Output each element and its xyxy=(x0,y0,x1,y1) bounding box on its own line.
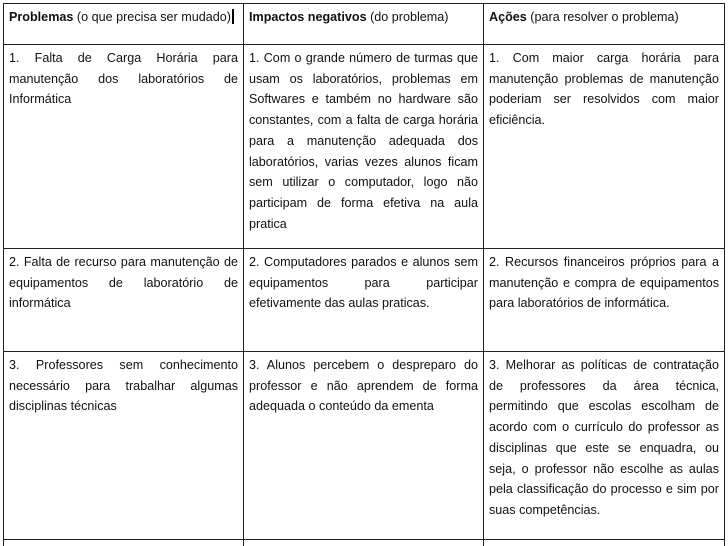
empty-cell[interactable] xyxy=(244,540,484,546)
table-header-row xyxy=(4,4,725,45)
header-impacts[interactable]: Impactos negativos (do problema) xyxy=(244,4,484,45)
action-cell[interactable]: 3. Melhorar as políticas de contratação de professores da área técnica, permitindo que escolas escolham de acordo com o currículo do professor as disciplinas que este se enquadra, ou seja, o professor não escolhe as aulas pela classificação do processo e sim por suas competências. xyxy=(484,352,725,540)
table-row xyxy=(4,249,725,352)
problems-table xyxy=(3,3,725,546)
action-cell[interactable]: 2. Recursos financeiros próprios para a manutenção e compra de equipamentos para laboratórios de informática. xyxy=(484,249,725,352)
empty-cell[interactable] xyxy=(484,540,725,546)
header-actions[interactable]: Ações (para resolver o problema) xyxy=(484,4,725,45)
impact-cell[interactable]: 1. Com o grande número de turmas que usam os laboratórios, problemas em Softwares e também no hardware são constantes, com a falta de carga horária para a manutenção adequada dos laboratórios, varias vezes alunos ficam sem utilizar o computador, logo não participam de forma efetiva na aula pratica xyxy=(244,45,484,249)
impact-cell[interactable]: 3. Alunos percebem o despreparo do professor e não aprendem de forma adequada o conteúdo da ementa xyxy=(244,352,484,540)
table-row xyxy=(4,352,725,540)
header-problems[interactable]: Problemas (o que precisa ser mudado) xyxy=(4,4,244,45)
table-row-empty xyxy=(4,540,725,546)
problem-cell[interactable]: 1. Falta de Carga Horária para manutenção dos laboratórios de Informática xyxy=(4,45,244,249)
problem-cell[interactable]: 3. Professores sem conhecimento necessário para trabalhar algumas disciplinas técnicas xyxy=(4,352,244,540)
problem-cell[interactable]: 2. Falta de recurso para manutenção de equipamentos de laboratório de informática xyxy=(4,249,244,352)
action-cell[interactable]: 1. Com maior carga horária para manutenção problemas de manutenção poderiam ser resolvidos com maior eficiência. xyxy=(484,45,725,249)
impact-cell[interactable]: 2. Computadores parados e alunos sem equipamentos para participar efetivamente das aulas praticas. xyxy=(244,249,484,352)
text-cursor xyxy=(232,9,234,24)
empty-cell[interactable] xyxy=(4,540,244,546)
table-row xyxy=(4,45,725,249)
